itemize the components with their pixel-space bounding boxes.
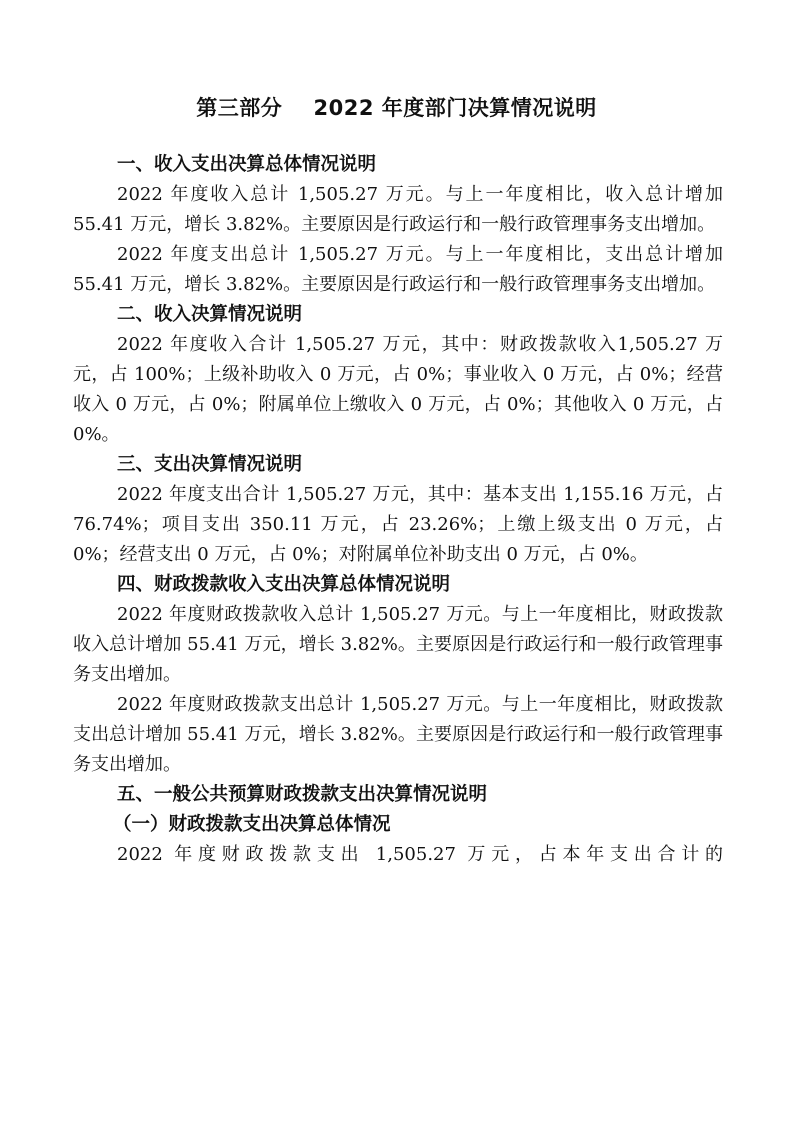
paragraph: 2022 年度财政拨款收入总计 1,505.27 万元。与上一年度相比，财政拨款收入总计增加 55.41 万元，增长 3.82%。主要原因是行政运行和一般行政管理事务支出增加。 [73,604,723,685]
section-income [73,300,723,450]
paragraph: 2022 年度财政拨款支出 1,505.27 万元，占本年支出合计的 [117,844,723,865]
document-title: 第三部分 2022 年度部门决算情况说明 [196,96,597,120]
section-heading: 二、收入决算情况说明 [117,304,303,325]
section-heading: 一、收入支出决算总体情况说明 [117,154,377,175]
paragraph: 2022 年度收入总计 1,505.27 万元。与上一年度相比，收入总计增加 55.41 万元，增长 3.82%。主要原因是行政运行和一般行政管理事务支出增加。 [73,184,723,235]
subsection-heading: （一）财政拨款支出决算总体情况 [113,814,391,835]
paragraph: 2022 年度收入合计 1,505.27 万元，其中：财政拨款收入1,505.27 万元，占 100%；上级补助收入 0 万元，占 0%；事业收入 0 万元，占 0%；经营收入 0 万元，占 0%；附属单位上缴收入 0 万元，占 0%；其他收入 0 万元，占 0%。 [73,334,723,445]
section-general-public-budget [73,780,723,870]
section-heading: 四、财政拨款收入支出决算总体情况说明 [117,574,451,595]
document-body [73,150,723,870]
section-heading: 三、支出决算情况说明 [117,454,303,475]
section-fiscal-appropriation-overview [73,570,723,780]
paragraph: 2022 年度财政拨款支出总计 1,505.27 万元。与上一年度相比，财政拨款支出总计增加 55.41 万元，增长 3.82%。主要原因是行政运行和一般行政管理事务支出增加。 [73,694,723,775]
paragraph: 2022 年度支出总计 1,505.27 万元。与上一年度相比，支出总计增加 55.41 万元，增长 3.82%。主要原因是行政运行和一般行政管理事务支出增加。 [73,244,723,295]
paragraph: 2022 年度支出合计 1,505.27 万元，其中：基本支出 1,155.16 万元，占 76.74%；项目支出 350.11 万元，占 23.26%；上缴上级支出 0 万元，占 0%；经营支出 0 万元，占 0%；对附属单位补助支出 0 万元，占 0%。 [73,484,723,565]
section-heading: 五、一般公共预算财政拨款支出决算情况说明 [117,784,488,805]
section-expenditure [73,450,723,570]
section-income-expenditure-overview [73,150,723,300]
